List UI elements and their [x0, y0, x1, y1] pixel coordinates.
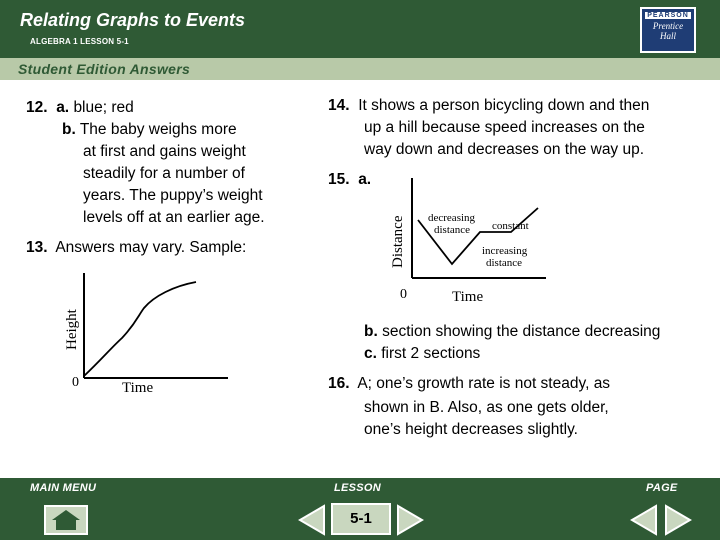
logo-line-2: Hall — [659, 31, 676, 41]
answer-number: 14. — [328, 97, 350, 114]
answer-14-line-1 — [328, 95, 649, 117]
answer-text-line: up a hill because speed increases on the — [364, 119, 645, 136]
answer-number: 15. — [328, 171, 350, 188]
section-band — [0, 58, 720, 80]
answer-text: The baby weighs more — [79, 121, 237, 138]
main-menu-label: MAIN MENU — [30, 482, 97, 494]
part-label: b. — [62, 121, 76, 138]
next-lesson-button[interactable] — [396, 504, 426, 536]
answer-text-line: one’s height decreases slightly. — [364, 421, 578, 438]
page-label: PAGE — [646, 482, 678, 494]
answer-text-line: years. The puppy’s weight — [83, 187, 263, 204]
logo-brand: PEARSON — [645, 12, 691, 19]
annotation-constant: constant — [492, 220, 529, 232]
header-bar — [0, 0, 720, 58]
part-label: b. — [364, 323, 378, 340]
answer-15-b — [364, 321, 660, 343]
answer-text-line: levels off at an earlier age. — [83, 209, 265, 226]
page-title: Relating Graphs to Events — [20, 10, 246, 30]
next-page-button[interactable] — [664, 504, 694, 536]
annotation-increasing-distance: distance — [486, 257, 523, 269]
x-axis-label: Time — [122, 380, 154, 396]
answer-text: blue; red — [73, 99, 134, 116]
answer-text-line: way down and decreases on the way up. — [364, 141, 645, 158]
answer-number: 12. — [26, 99, 48, 116]
answer-12-a — [26, 97, 134, 119]
section-label: Student Edition Answers — [18, 61, 191, 77]
pearson-logo — [640, 7, 696, 53]
origin-label: 0 — [400, 287, 407, 302]
footer-bar — [0, 478, 720, 540]
answer-text-line: shown in B. Also, as one gets older, — [364, 399, 609, 416]
answer-text-line: at first and gains weight — [83, 143, 246, 160]
lesson-label: LESSON — [334, 482, 382, 494]
answer-text-line: steadily for a number of — [83, 165, 245, 182]
annotation-increasing: increasing — [482, 245, 528, 257]
lesson-number-box[interactable]: 5-1 — [331, 503, 391, 535]
annotation-decreasing-distance: distance — [434, 224, 471, 236]
answer-15-a — [328, 169, 371, 191]
distance-time-graph — [384, 172, 550, 306]
part-label: c. — [364, 345, 377, 362]
part-label: a. — [358, 171, 372, 188]
home-icon — [46, 507, 86, 533]
lesson-subtitle: ALGEBRA 1 LESSON 5-1 — [30, 37, 129, 46]
part-label: a. — [56, 99, 70, 116]
answer-13 — [26, 237, 246, 259]
y-axis-label: Distance — [390, 215, 406, 268]
answer-text: It shows a person bicycling down and then — [358, 97, 650, 114]
previous-lesson-button[interactable] — [296, 504, 326, 536]
answer-text: first 2 sections — [381, 345, 481, 362]
x-axis-label: Time — [452, 289, 484, 305]
answer-number: 16. — [328, 375, 350, 392]
y-axis-label: Height — [64, 309, 80, 350]
answer-16-line-1 — [328, 373, 610, 395]
height-time-graph — [56, 268, 236, 398]
answer-number: 13. — [26, 239, 48, 256]
answer-text: section showing the distance decreasing — [382, 323, 661, 340]
answer-text: Answers may vary. Sample: — [55, 239, 247, 256]
origin-label: 0 — [72, 375, 79, 390]
main-menu-button[interactable] — [44, 505, 88, 535]
annotation-decreasing: decreasing — [428, 212, 476, 224]
answer-15-c — [364, 343, 480, 365]
previous-page-button[interactable] — [628, 504, 658, 536]
growth-curve — [84, 282, 196, 376]
answer-12-b — [62, 119, 237, 141]
logo-line-1: Prentice — [652, 21, 684, 31]
answer-text: A; one’s growth rate is not steady, as — [357, 375, 611, 392]
